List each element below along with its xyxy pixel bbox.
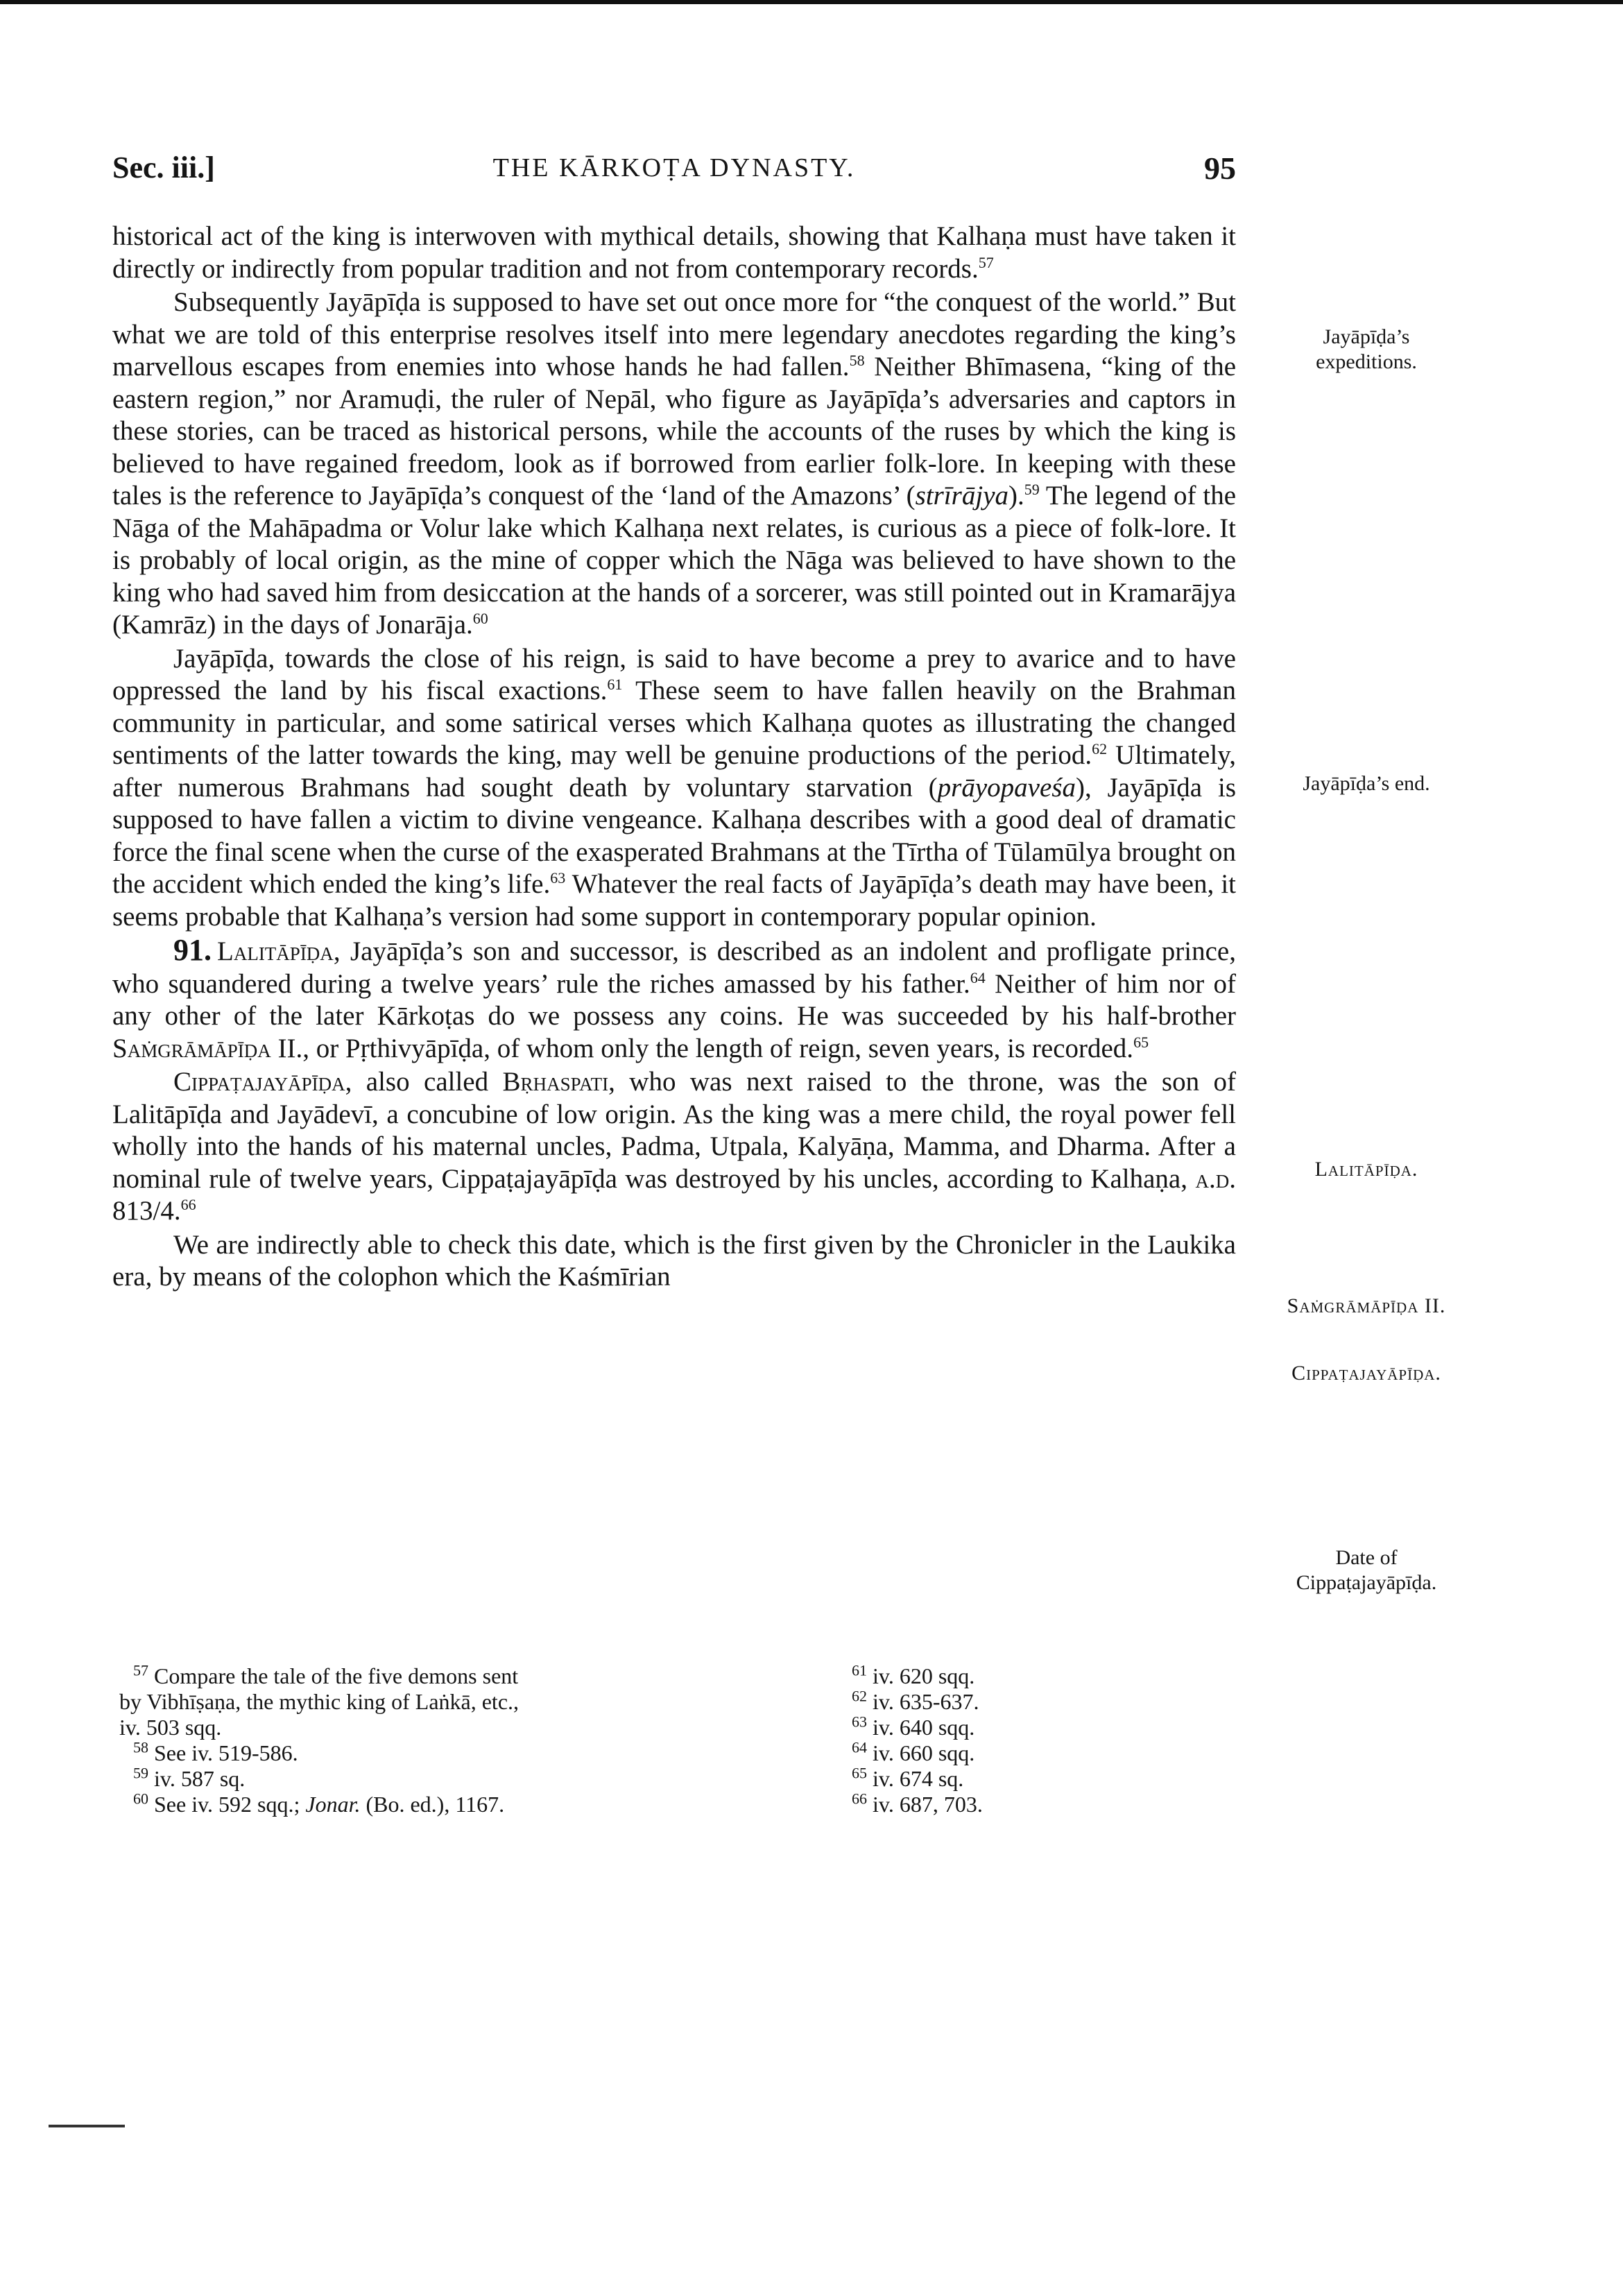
scan-mark bbox=[49, 2125, 125, 2127]
paragraph-3: Jayāpīḍa, towards the close of his reign, is said to have become a prey to avarice and to have oppressed the land by his fiscal exactions.$^{61}$ These seem to have fallen heavily on the Brahman community in particular, and some satirical verses which Kalhaṇa quotes as illustrating the changed sentiments of the latter towards the king, may well be genuine productions of the period.$^{62}$ Ultimately, after numerous Brahmans had sought death by voluntary starvation (prāyopaveśa), Jayāpīḍa is supposed to have fallen a victim to divine vengeance. Kalhaṇa describes with a good deal of dramatic force the final scene when the curse of the exasperated Brahmans at the Tīrtha of Tūlamūlya brought on the accident which ended the king’s life.$^{63}$ Whatever the real facts of Jayāpīḍa’s death may have been, it seems probable that Kalhaṇa’s version had some support in contemporary popular opinion. bbox=[112, 643, 1236, 932]
footnote: $^{62}$ iv. 635-637. bbox=[852, 1687, 979, 1714]
footnote-continuation: by Vibhīṣaṇa, the mythic king of Laṅkā, etc., bbox=[119, 1689, 519, 1714]
footnotes-right bbox=[852, 1663, 1129, 1817]
footnote-ref: 61 bbox=[607, 676, 623, 693]
margin-note: Jayāpīḍa’s expeditions. bbox=[1316, 325, 1417, 373]
footnote: $^{59}$ iv. 587 sq. bbox=[133, 1764, 246, 1791]
footnote-ref: 63 bbox=[550, 869, 566, 886]
margin-note: Date of Cippaṭajayāpīḍa. bbox=[1296, 1546, 1437, 1594]
footnotes-left bbox=[119, 1663, 674, 1817]
running-header bbox=[112, 150, 1236, 191]
footnote-ref: 58 bbox=[849, 352, 865, 369]
top-rule bbox=[0, 0, 1623, 4]
footnote: $^{58}$ See iv. 519-586. bbox=[133, 1738, 298, 1765]
footnote-continuation: iv. 503 sqq. bbox=[119, 1715, 222, 1740]
footnote-ref: 64 bbox=[970, 968, 986, 986]
footnote: $^{66}$ iv. 687, 703. bbox=[852, 1790, 983, 1817]
footnote: $^{60}$ See iv. 592 sqq.; Jonar. (Bo. ed.), 1167. bbox=[133, 1790, 505, 1817]
paragraph-5: Cippaṭajayāpīḍa, also called Bṛhaspati, who was next raised to the throne, was the son of Lalitāpīḍa and Jayādevī, a concubine of low origin. As the king was a mere child, the royal power fell wholly into the hands of his maternal uncles, Padma, Utpala, Kalyāṇa, Mamma, and Dharma. After a nominal rule of twelve years, Cippaṭajayāpīḍa was destroyed by his uncles, according to Kalhaṇa, a.d. 813/4.66 bbox=[112, 1067, 1236, 1226]
page-number: 95 bbox=[1204, 151, 1236, 186]
footnote-ref: 57 bbox=[978, 253, 994, 271]
margin-note: Jayāpīḍa’s end. bbox=[1303, 772, 1430, 795]
paragraph-2: Subsequently Jayāpīḍa is supposed to have set out once more for “the conquest of the world.” But what we are told of this enterprise resolves itself into mere legendary anecdotes regarding the king’s marvellous escapes from enemies into whose hands he had fallen.$^{58}$ Neither Bhīmasena, “king of the eastern region,” nor Aramuḍi, the ruler of Nepāl, who figure as Jayāpīḍa’s adversaries and captors in these stories, can be traced as historical persons, while the accounts of the ruses by which the king is believed to have regained freedom, look as if borrowed from earlier folk-lore. In keeping with these tales is the reference to Jayāpīḍa’s conquest of the ‘land of the Amazons’ (strīrājya).$^{59}$ The legend of the Nāga of the Mahāpadma or Volur lake which Kalhaṇa next relates, is curious as a piece of folk-lore. It is probably of local origin, as the mine of copper which the Nāga was believed to have shown to the king who had saved him from desiccation at the hands of a sorcerer, was still pointed out in Kramarājya (Kamrāz) in the days of Jonarāja.$^{60}$ bbox=[112, 287, 1237, 640]
footnote-ref: 60 bbox=[472, 610, 488, 627]
footnote-ref: 59 bbox=[1024, 481, 1040, 498]
footnote-ref: 65 bbox=[1133, 1033, 1149, 1051]
paragraph-1: historical act of the king is interwoven with mythical details, showing that Kalhaṇa must have taken it directly or indirectly from popular tradition and not from contemporary records.$^{57}$ bbox=[112, 221, 1236, 284]
footnote-ref: 66 bbox=[180, 1196, 196, 1213]
footnote: $^{63}$ iv. 640 sqq. bbox=[852, 1713, 975, 1740]
paragraph-4: 91. Lalitāpīḍa, Jayāpīḍa’s son and successor, is described as an indolent and profligate prince, who squandered during a twelve years’ rule the riches amassed by his father.$^{64}$ Neither of him nor of any other of the later Kārkoṭas do we possess any coins. He was succeeded by his half-brother Saṁgrāmāpīḍa II., or Pṛthivyāpīḍa, of whom only the length of reign, seven years, is recorded.$^{65}$ bbox=[112, 933, 1236, 1063]
section-label: Sec. iii.] bbox=[112, 151, 215, 185]
section-number: 91. bbox=[173, 933, 212, 967]
footnote-ref: 62 bbox=[1092, 740, 1108, 757]
paragraph-6: We are indirectly able to check this date, which is the first given by the Chronicler in the Laukika era, by means of the colophon which the Kaśmīrian bbox=[112, 1229, 1236, 1292]
margin-note: Cippaṭajayāpīḍa. bbox=[1291, 1362, 1441, 1385]
margin-note: Saṁgrāmāpīḍa II. bbox=[1287, 1294, 1446, 1317]
footnote: $^{57}$ Compare the tale of the five demons sent bbox=[133, 1661, 519, 1688]
footnote: $^{65}$ iv. 674 sq. bbox=[852, 1764, 964, 1791]
footnote: $^{61}$ iv. 620 sqq. bbox=[852, 1661, 975, 1688]
running-title: THE KĀRKOṬA DYNASTY. bbox=[492, 153, 856, 182]
margin-note: Lalitāpīḍa. bbox=[1314, 1158, 1418, 1181]
footnote: $^{64}$ iv. 660 sqq. bbox=[852, 1738, 975, 1765]
body-text bbox=[112, 221, 1236, 1294]
